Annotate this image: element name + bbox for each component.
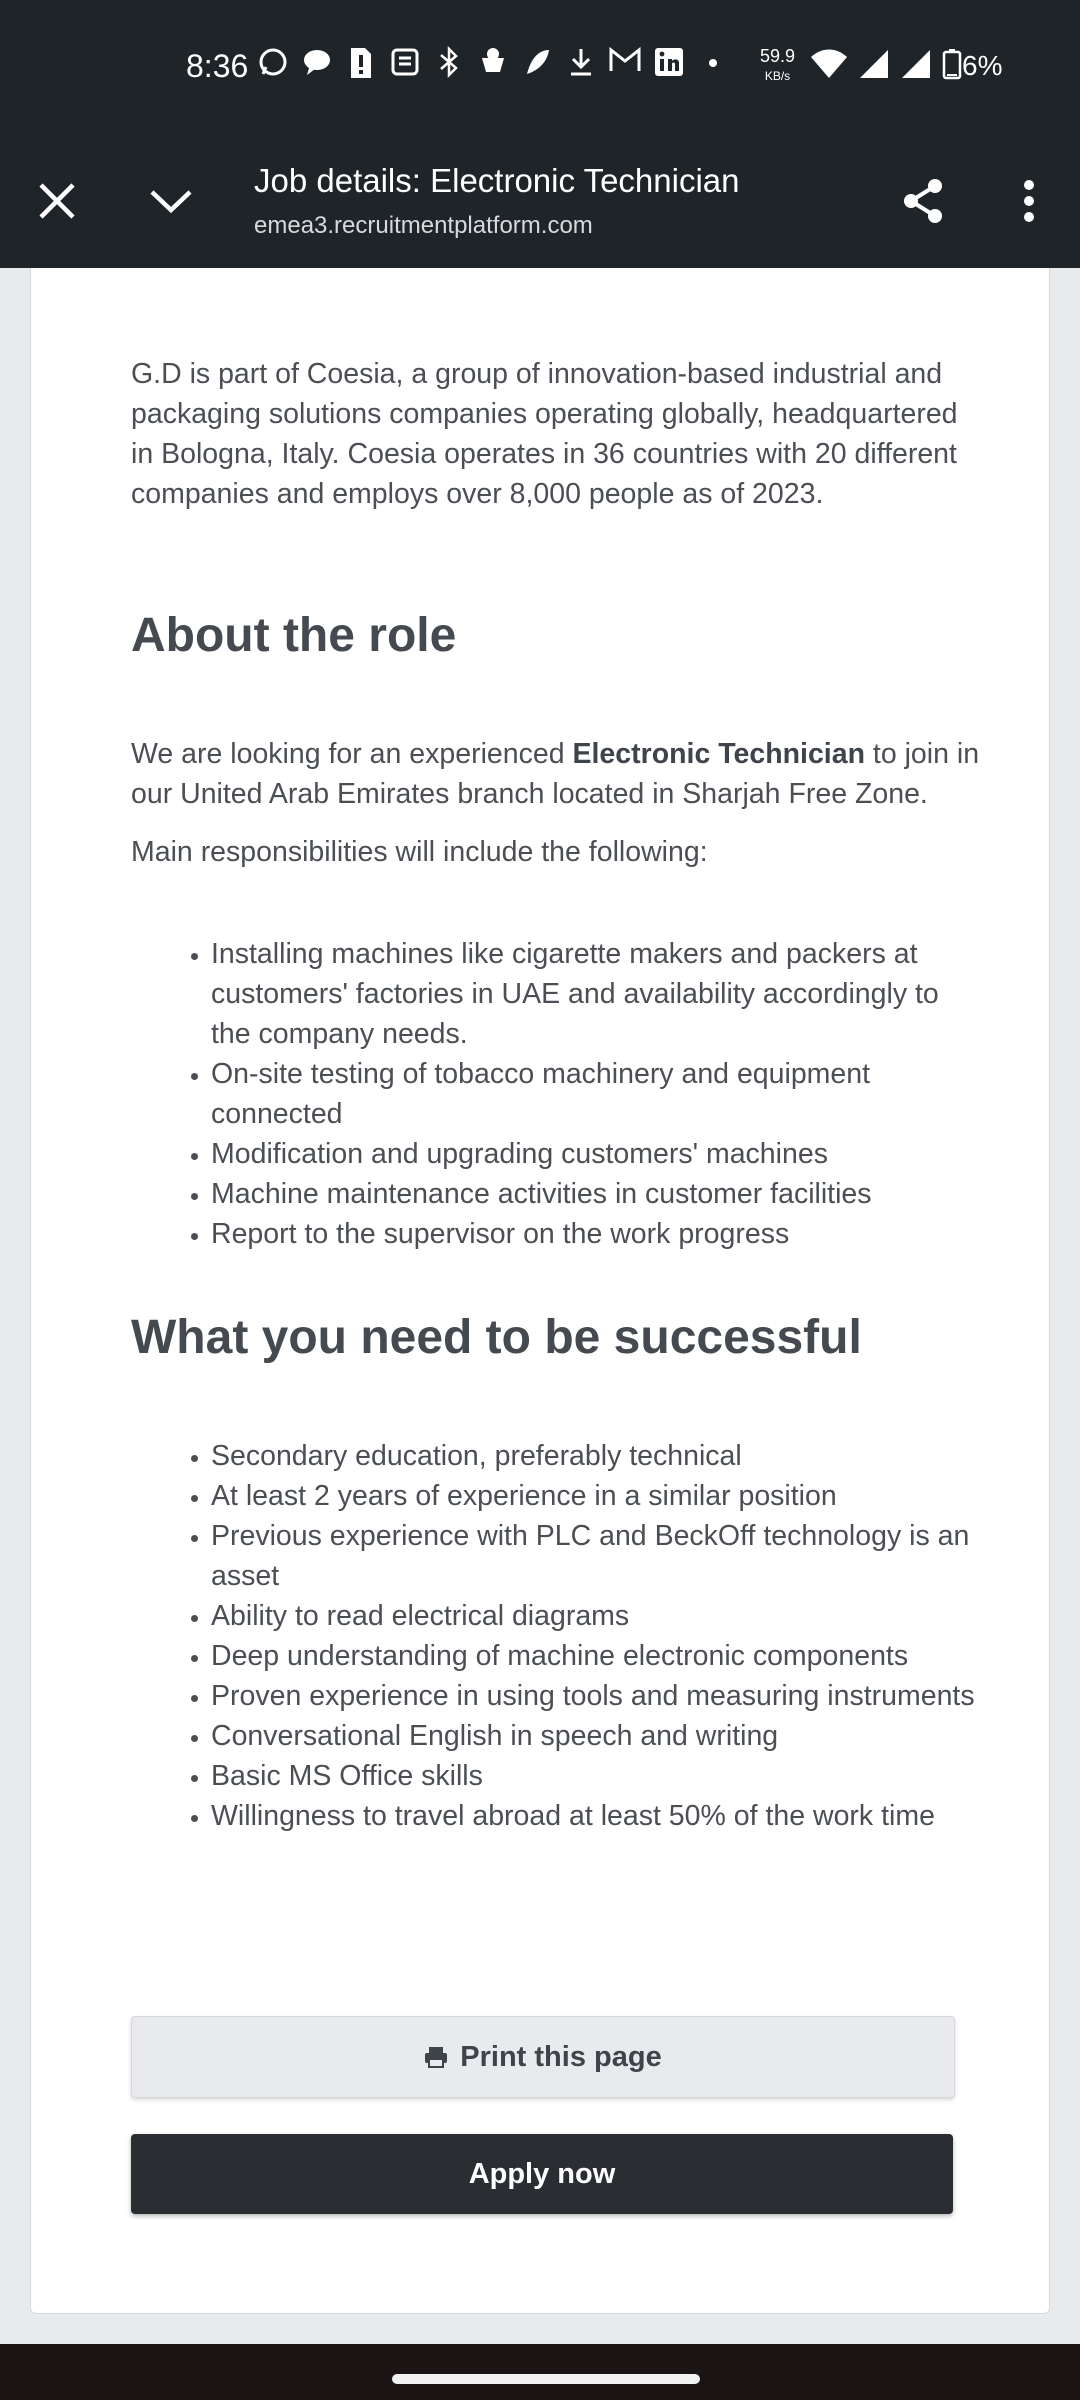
minimize-button[interactable] xyxy=(142,172,200,230)
feather-icon xyxy=(520,46,554,80)
battery-percent: 6% xyxy=(962,50,1003,81)
list-item: • Modification and upgrading customers' machines xyxy=(211,1134,981,1174)
navigation-bar xyxy=(0,2344,1080,2400)
success-heading: What you need to be successful xyxy=(131,1311,862,1364)
job-description xyxy=(131,354,981,514)
close-icon xyxy=(37,181,77,221)
whatsapp-icon xyxy=(256,46,290,80)
share-icon xyxy=(899,177,947,225)
list-item: • Conversational English in speech and writing xyxy=(211,1716,981,1756)
apply-button-label: Apply now xyxy=(468,2157,616,2190)
list-item: • Report to the supervisor on the work progress xyxy=(211,1214,981,1254)
print-button[interactable] xyxy=(131,2016,955,2098)
list-item: • At least 2 years of experience in a similar position xyxy=(211,1476,981,1516)
responsibilities-intro: Main responsibilities will include the following: xyxy=(131,836,708,868)
sim-alert-icon xyxy=(344,46,378,80)
network-speed-value: 59.9 xyxy=(760,46,796,66)
linkedin-icon xyxy=(652,46,686,80)
list-item: • Machine maintenance activities in customer facilities xyxy=(211,1174,981,1214)
page-url: emea3.recruitmentplatform.com xyxy=(254,212,593,239)
list-item: • Willingness to travel abroad at least 50% of the work time xyxy=(211,1796,981,1836)
more-vert-icon xyxy=(1021,179,1037,223)
cell-signal-icon xyxy=(858,48,890,80)
printer-icon xyxy=(424,2046,448,2068)
list-item: • Basic MS Office skills xyxy=(211,1756,981,1796)
browser-toolbar xyxy=(0,132,1080,268)
status-time: 8:36 xyxy=(186,48,249,84)
shield-icon xyxy=(388,46,422,80)
notification-icons xyxy=(256,46,730,80)
more-options-button[interactable] xyxy=(1000,172,1058,230)
cloud-icon xyxy=(476,46,510,80)
role-intro xyxy=(131,734,981,814)
list-item: • Proven experience in using tools and measuring instruments xyxy=(211,1676,981,1716)
about-company-text: G.D is part of Coesia, a group of innovation-based industrial and packaging solutions companies operating globally, headquartered in Bologna, Italy. Coesia operates in 36 countries with 20 different companies and employs over 8,000 people as of 2023. xyxy=(131,358,958,510)
signal-icons xyxy=(810,48,962,80)
list-item: • Deep understanding of machine electronic components xyxy=(211,1636,981,1676)
gmail-icon xyxy=(608,46,642,80)
wifi-icon xyxy=(810,49,848,79)
list-item: • On-site testing of tobacco machinery and equipment connected xyxy=(211,1054,981,1134)
job-details-card xyxy=(30,268,1050,2314)
download-icon xyxy=(564,46,598,80)
chat-icon xyxy=(300,46,334,80)
role-title-bold: Electronic Technician xyxy=(572,738,865,770)
battery-icon xyxy=(942,48,962,80)
about-role-heading: About the role xyxy=(131,609,457,662)
status-bar xyxy=(0,0,1080,132)
list-item: • Installing machines like cigarette makers and packers at customers' factories in UAE and availability accordingly to the company needs. xyxy=(211,934,981,1054)
list-item: • Previous experience with PLC and BeckOff technology is an asset xyxy=(211,1516,981,1596)
home-gesture-handle[interactable] xyxy=(392,2374,700,2384)
list-item: • Ability to read electrical diagrams xyxy=(211,1596,981,1636)
page-title: Job details: Electronic Technician xyxy=(254,162,740,199)
requirements-list xyxy=(131,1436,981,1836)
role-intro-text-end: to join in our United Arab Emirates branch located in Sharjah Free Zone. xyxy=(131,738,980,810)
network-speed xyxy=(760,46,795,86)
role-section xyxy=(131,734,981,872)
responsibilities-list xyxy=(131,934,981,1254)
share-button[interactable] xyxy=(894,172,952,230)
print-button-label: Print this page xyxy=(460,2040,662,2073)
chevron-down-icon xyxy=(149,186,193,216)
role-intro-text: We are looking for an experienced xyxy=(131,738,573,770)
close-button[interactable] xyxy=(28,172,86,230)
bluetooth-icon xyxy=(432,46,466,80)
dot-icon xyxy=(696,46,730,80)
apply-button[interactable] xyxy=(131,2134,953,2214)
network-speed-unit: KB/s xyxy=(764,69,791,83)
cell-signal-icon-2 xyxy=(900,48,932,80)
list-item: • Secondary education, preferably technical xyxy=(211,1436,981,1476)
